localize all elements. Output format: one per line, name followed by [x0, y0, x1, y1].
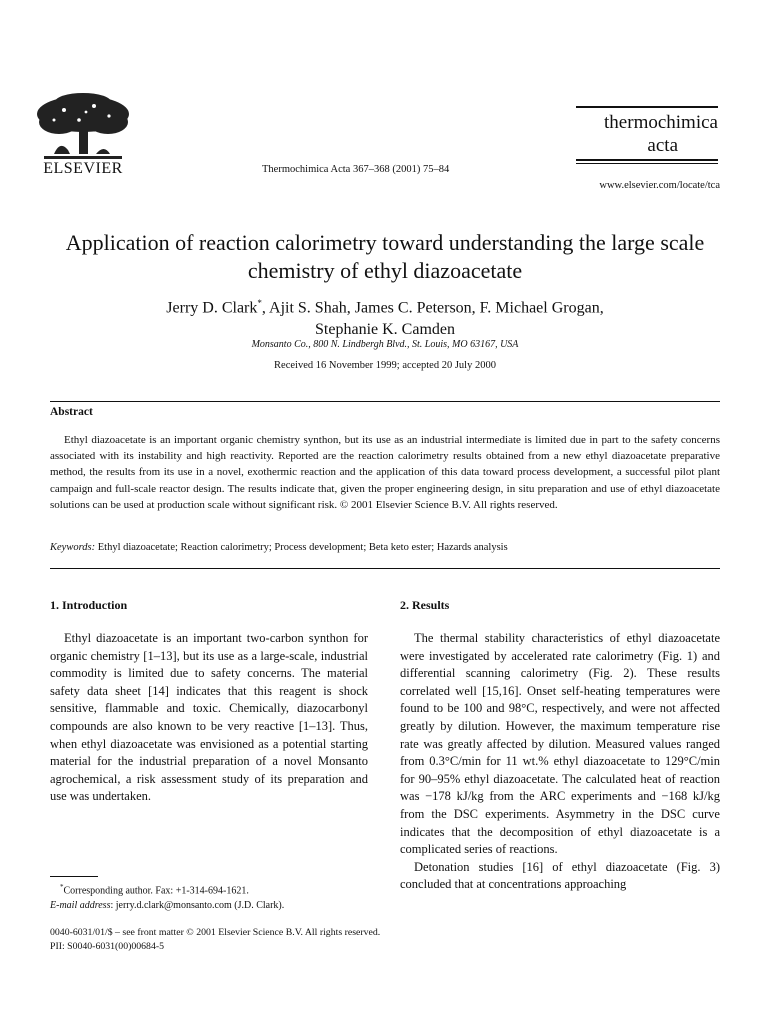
journal-url[interactable]: www.elsevier.com/locate/tca — [599, 180, 720, 191]
author-list — [50, 292, 720, 341]
divider — [576, 106, 718, 108]
publisher-name: ELSEVIER — [43, 160, 123, 177]
paragraph: The thermal stability characteristics of ethyl diazoacetate were investigated by accelerated rate calorimetry (Fig. 1) and differential scanning calorimetry (Fig. 2). These results correlated well [15,16]. Onset self-heating temperatures were found to be 100 and 98°C, respectively, and were not affected greatly by dilution. However, the maximum temperature rise rate was greatly affected by dilution. Measured values ranged from 0.3°C/min for 11 wt.% ethyl diazoacetate to 129°C/min for 90–95% ethyl diazoacetate. The calculated heat of reaction was −178 kJ/kg from the ARC experiments and −168 kJ/kg from the DSC experiments. Asymmetry in the DSC curve indicates that the decomposition of ethyl diazoacetate is a complicated series of reactions. — [400, 631, 720, 857]
paragraph: Detonation studies [16] of ethyl diazoacetate (Fig. 3) concluded that at concentrations approaching — [400, 859, 720, 892]
keywords — [50, 542, 720, 553]
email-label: E-mail address — [50, 900, 111, 912]
divider — [50, 401, 720, 402]
divider — [50, 568, 720, 569]
divider — [576, 163, 718, 164]
author-name: Jerry D. Clark — [166, 299, 258, 317]
footnote-divider — [50, 876, 98, 877]
footnote-marker: * — [60, 883, 64, 891]
abstract-heading: Abstract — [50, 406, 93, 418]
author-marker: * — [257, 298, 262, 308]
journal-name-line2: acta — [647, 135, 678, 156]
elsevier-tree-icon — [24, 92, 142, 160]
journal-name-line1: thermochimica — [604, 112, 718, 133]
pii-line: PII: S0040-6031(00)00684-5 — [50, 941, 165, 952]
column-left — [50, 630, 368, 806]
journal-title-box — [576, 104, 718, 166]
divider — [576, 159, 718, 161]
copyright-line: 0040-6031/01/$ – see front matter © 2001 Elsevier Science B.V. All rights reserved. — [50, 927, 381, 938]
column-right — [400, 630, 720, 894]
article-title: Application of reaction calorimetry toward understanding the large scale chemistry of ethyl diazoacetate — [65, 230, 705, 283]
publisher-logo — [24, 92, 142, 178]
keywords-label: Keywords: — [50, 542, 96, 553]
received-dates: Received 16 November 1999; accepted 20 July 2000 — [274, 360, 496, 371]
footnote — [50, 880, 368, 913]
email-address[interactable]: : jerry.d.clark@monsanto.com (J.D. Clark). — [110, 900, 285, 912]
section-heading-results: 2. Results — [400, 598, 450, 612]
section-heading-introduction: 1. Introduction — [50, 598, 128, 612]
author-line-1 — [50, 292, 720, 319]
copyright-block — [50, 926, 380, 954]
corresponding-text: Corresponding author. Fax: +1-314-694-1621. — [63, 885, 249, 897]
keywords-list: Ethyl diazoacetate; Reaction calorimetry; Process development; Beta keto ester; Hazards analysis — [97, 542, 508, 553]
abstract-body: Ethyl diazoacetate is an important organic chemistry synthon, but its use as an industrial intermediate is limited due in part to the safety concerns associated with its instability and high reactivity. Reported are the reaction calorimetry results obtained from a new ethyl diazoacetate preparative method, the results from its use in a novel, exothermic reaction and the application of this data toward process development, a successful pilot plant campaign and full-scale reactor design. The results indicate that, given the proper engineering design, in situ preparation and use of ethyl diazoacetate solutions can be used at production scale without significant risk. © 2001 Elsevier Science B.V. All rights reserved. — [50, 434, 720, 511]
corresponding-author — [50, 880, 368, 898]
author-names: , Ajit S. Shah, James C. Peterson, F. Michael Grogan, — [261, 299, 604, 317]
paragraph: Ethyl diazoacetate is an important two-carbon synthon for organic chemistry [1–13], but its use as a large-scale, industrial commodity is limited due to safety concerns. The material safety data sheet [14] indicates that this reagent is shock sensitive, flammable and toxic. Chemically, diazocarbonyl compounds are also known to be very reactive [1–13]. Thus, when ethyl diazoacetate was envisioned as a potential starting material for the industrial preparation of a novel Monsanto agrochemical, a risk assessment study of its preparation and use was undertaken. — [50, 631, 368, 804]
email-line — [50, 898, 368, 913]
affiliation: Monsanto Co., 800 N. Lindbergh Blvd., St. Louis, MO 63167, USA — [251, 339, 519, 350]
journal-citation: Thermochimica Acta 367–368 (2001) 75–84 — [262, 164, 450, 175]
author-line-2: Stephanie K. Camden — [315, 321, 455, 339]
